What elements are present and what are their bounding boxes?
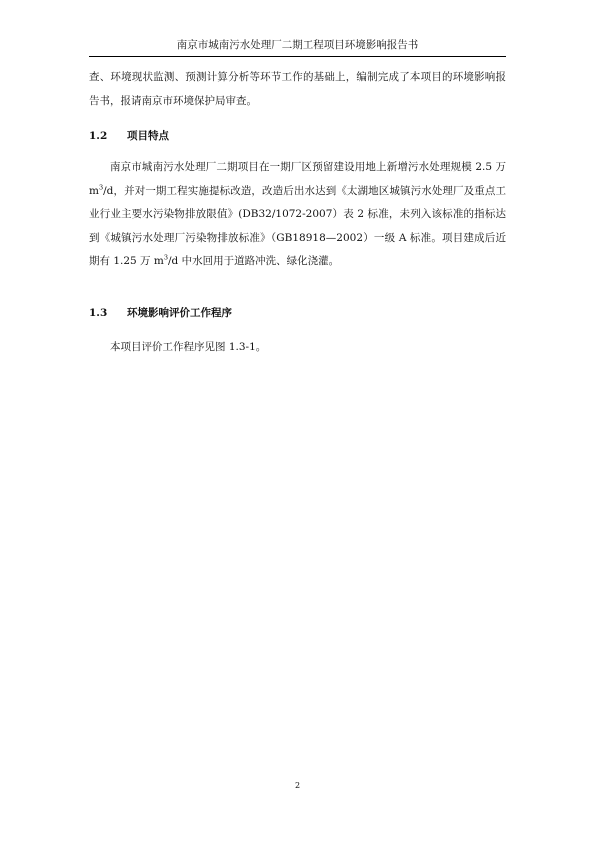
section-1-3-body-text: 本项目评价工作程序见图 1.3-1。 (110, 341, 267, 353)
section-1-2-body (89, 156, 506, 274)
section-title: 环境影响评价工作程序 (127, 307, 232, 319)
section-heading-1-2 (89, 128, 169, 144)
section-number: 1.2 (89, 130, 108, 142)
section-title: 项目特点 (127, 130, 169, 142)
page-number-text: 2 (294, 781, 301, 790)
superscript-3: 3 (163, 253, 168, 262)
header-title: 南京市城南污水处理厂二期工程项目环境影响报告书 (176, 39, 419, 51)
section-heading-1-3 (89, 305, 232, 321)
intro-paragraph-text: 查、环境现状监测、预测计算分析等环节工作的基础上，编制完成了本项目的环境影响报告书，报请南京市环境保护局审查。 (89, 71, 506, 107)
page-number (0, 781, 595, 790)
body-text-part3: /d 中水回用于道路冲洗、绿化浇灌。 (168, 255, 340, 267)
section-number: 1.3 (89, 307, 108, 319)
superscript-3: 3 (98, 183, 104, 191)
intro-paragraph (89, 66, 506, 113)
body-text-part1: 南京市城南污水处理厂二期项目在一期厂区预留建设用地上新增污水处理规模 2.5 万 m (89, 161, 506, 197)
section-1-3-body (89, 336, 506, 360)
running-header (89, 38, 506, 57)
body-text-part2: /d，并对一期工程实施提标改造，改造后出水达到《太湖地区城镇污水处理厂及重点工业行业主要水污染物排放限值》(DB32/1072-2007）表 2 标准，未列入该标准的指标达到《城镇污水处理厂污染物排放标准》（GB18918—2002）一级 A 标准。项目建成后近期有 1.25 万 m (89, 184, 506, 267)
